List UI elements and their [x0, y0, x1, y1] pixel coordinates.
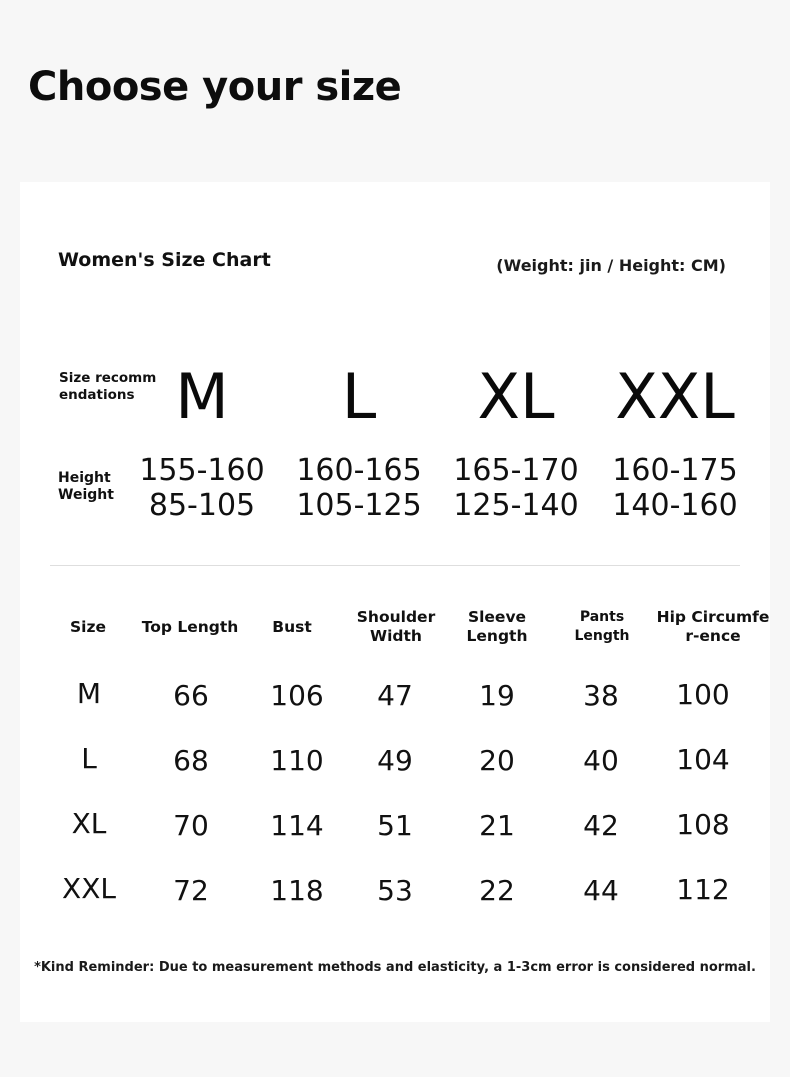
recommended-weight: 85-105: [148, 488, 256, 523]
cell-bust: 110: [270, 744, 324, 777]
recommended-height: 160-175: [612, 453, 738, 488]
cell-size: XL: [71, 807, 107, 840]
cell-top-length: 68: [173, 744, 209, 777]
units-note: (Weight: jin / Height: CM): [496, 256, 726, 275]
cell-shoulder-width: 49: [377, 744, 413, 777]
cell-top-length: 66: [173, 679, 209, 712]
header-size: Size: [69, 617, 106, 636]
recommended-height: 160-165: [296, 453, 422, 488]
cell-pants-length: 40: [583, 744, 619, 777]
cell-pants-length: 44: [583, 874, 619, 907]
cell-size: XXL: [62, 872, 116, 905]
cell-bust: 106: [270, 679, 324, 712]
recommended-weight: 105-125: [296, 488, 422, 523]
cell-hip-circumference: 100: [676, 678, 730, 711]
cell-pants-length: 42: [583, 809, 619, 842]
cell-top-length: 70: [173, 809, 209, 842]
recommended-size: XXL: [615, 360, 735, 433]
cell-shoulder-width: 53: [377, 874, 413, 907]
cell-hip-circumference: 108: [676, 808, 730, 841]
header-pants-length: Pants Length: [574, 609, 630, 644]
recommended-size: XL: [477, 360, 555, 433]
kind-reminder-note: *Kind Reminder: Due to measurement methods and elasticity, a 1-3cm error is considered normal.: [34, 960, 756, 975]
height-label: Height: [58, 470, 111, 486]
recommended-height: 165-170: [453, 453, 579, 488]
cell-shoulder-width: 47: [377, 679, 413, 712]
chart-title: Women's Size Chart: [58, 249, 271, 271]
cell-bust: 114: [270, 809, 324, 842]
cell-sleeve-length: 19: [479, 679, 515, 712]
cell-sleeve-length: 20: [479, 744, 515, 777]
recommended-weight: 140-160: [612, 488, 738, 523]
header-top-length: Top Length: [141, 617, 239, 636]
cell-shoulder-width: 51: [377, 809, 413, 842]
section-divider: [50, 565, 740, 566]
recommended-size: L: [341, 360, 377, 433]
cell-size: L: [81, 742, 97, 775]
cell-top-length: 72: [173, 874, 209, 907]
recommended-size: M: [175, 360, 229, 433]
header-sleeve-length: Sleeve Length: [466, 608, 528, 645]
size-recommendation-label: Size recommendations: [59, 370, 157, 403]
cell-bust: 118: [270, 874, 324, 907]
weight-label: Weight: [58, 487, 114, 503]
recommended-height: 155-160: [139, 453, 265, 488]
header-hip-circumference: Hip Circumfer-ence: [656, 608, 770, 645]
cell-sleeve-length: 22: [479, 874, 515, 907]
height-weight-label: [58, 470, 114, 504]
cell-pants-length: 38: [583, 679, 619, 712]
header-bust: Bust: [272, 617, 312, 636]
cell-sleeve-length: 21: [479, 809, 515, 842]
recommended-weight: 125-140: [453, 488, 579, 523]
cell-size: M: [76, 677, 102, 710]
page-title: Choose your size: [28, 64, 402, 110]
header-shoulder-width: Shoulder Width: [356, 608, 436, 645]
cell-hip-circumference: 104: [676, 743, 730, 776]
size-chart-card: [20, 182, 770, 1022]
cell-hip-circumference: 112: [676, 873, 730, 906]
